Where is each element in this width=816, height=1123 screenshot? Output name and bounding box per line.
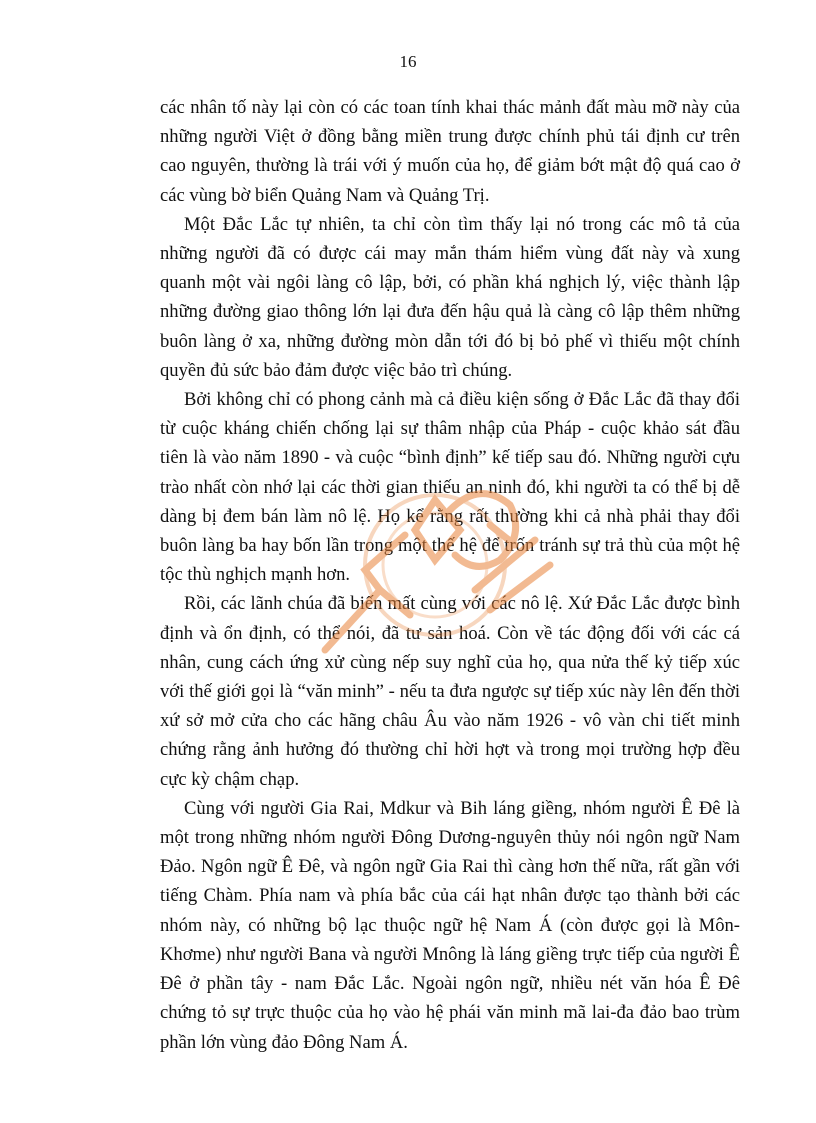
paragraph-1: các nhân tố này lại còn có các toan tính khai thác mảnh đất màu mỡ này của những người Việt ở đồng bằng miền trung được chính phủ tái định cư trên cao nguyên, thường là trái với ý muốn của họ, để giảm bớt mật độ quá cao ở các vùng bờ biển Quảng Nam và Quảng Trị. bbox=[160, 97, 740, 206]
paragraph-4: Rồi, các lãnh chúa đã biến mất cùng với các nô lệ. Xứ Đắc Lắc được bình định và ổn định, có thể nói, đã tư sản hoá. Còn về tác động đối với các cá nhân, cung cách ứng xử cùng nếp suy nghĩ của họ, qua nửa thế kỷ tiếp xúc với thế giới gọi là “văn minh” - nếu ta đưa ngược sự tiếp xúc này lên đến thời xứ sở mở cửa cho các hãng châu Âu vào năm 1926 - vô vàn chi tiết minh chứng rằng ảnh hưởng đó thường chỉ hời hợt và trong mọi trường hợp đều cực kỳ chậm chạp. bbox=[160, 593, 740, 790]
paragraph-5: Cùng với người Gia Rai, Mdkur và Bih láng giềng, nhóm người Ê Đê là một trong những nhóm người Đông Dương-nguyên thủy nói ngôn ngữ Nam Đảo. Ngôn ngữ Ê Đê, và ngôn ngữ Gia Rai thì càng hơn thế nữa, rất gần với tiếng Chàm. Phía nam và phía bắc của cái hạt nhân được tạo thành bởi các nhóm này, có những bộ lạc thuộc ngữ hệ Nam Á (còn được gọi là Môn- Khơme) như người Bana và người Mnông là láng giềng trực tiếp của người Ê Đê ở phần tây - nam Đắc Lắc. Ngoài ngôn ngữ, nhiều nét văn hóa Ê Đê chứng tỏ sự trực thuộc của họ vào hệ phái văn minh mã lai-đa đảo bao trùm phần lớn vùng đảo Đông Nam Á. bbox=[160, 797, 740, 1053]
document-body bbox=[160, 93, 740, 1057]
page-number: 16 bbox=[399, 52, 417, 71]
paragraph-2: Một Đắc Lắc tự nhiên, ta chỉ còn tìm thấy lại nó trong các mô tả của những người đã có được cái may mắn thám hiểm vùng đất này và xung quanh một vài ngôi làng cô lập, bởi, có phần khá nghịch lý, việc thành lập những đường giao thông lớn lại đưa đến hậu quả là càng cô lập thêm những buôn làng ở xa, những đường mòn dẫn tới đó bị bỏ phế vì thiếu một chính quyền đủ sức bảo đảm được việc bảo trì chúng. bbox=[160, 213, 740, 381]
paragraph-3: Bởi không chỉ có phong cảnh mà cả điều kiện sống ở Đắc Lắc đã thay đổi từ cuộc kháng chiến chống lại sự thâm nhập của Pháp - cuộc khảo sát đầu tiên là vào năm 1890 - và cuộc “bình định” kế tiếp sau đó. Những người cựu trào nhất còn nhớ lại các thời gian thiếu an ninh đó, khi người ta có thể bị dễ dàng bị đem bán làm nô lệ. Họ kể rằng rất thường khi cả nhà phải thay đổi buôn làng ba hay bốn lần trong một thế hệ để trốn tránh sự trả thù của một hệ tộc thù nghịch mạnh hơn. bbox=[160, 389, 740, 586]
